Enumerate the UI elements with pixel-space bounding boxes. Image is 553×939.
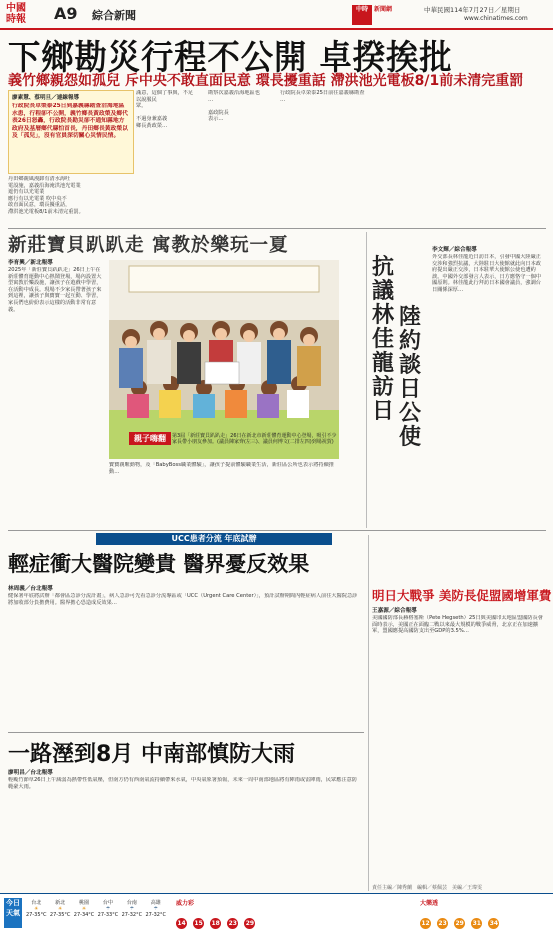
divider: [8, 530, 546, 531]
feature-headline: 新莊寶貝趴趴走 寓教於樂玩一夏: [8, 235, 289, 256]
side-byline: 李文輝／綜合報導: [432, 247, 477, 253]
lead-headline: 下鄉勘災行程不公開 卓揆挨批: [8, 38, 453, 78]
ucc-banner: UCC患者分流 年底試辦: [96, 533, 332, 545]
lead-body-col-1: 丹田鄉親風漫卸有清水海吐 電設施，嘉義沿海淹洪池光電業 遮仍有以光電業 應行有以光電業 吹中央不 敢直面民意，環長擾重話， 滯洪池光電板8/1前未清完重罰。: [8, 176, 84, 215]
chinatimes-net-logo: 中時: [352, 5, 372, 25]
lead-subhead: 義竹鄉親怨如孤兒 斥中央不敢直面民意 環長擾重話 滯洪池光電板8/1前未清完重罰: [8, 73, 524, 89]
family-event-photo: [109, 260, 339, 459]
ucc-body: 健保署年底將試辦「都會區急診分流計畫」，病人急診可先看急診分流專區或「UCC（Urgent Care Center）」，預計試辦期間內輕症病人前往大醫院急診將加收部分負擔費用。醫界擔心恐造成反效果…: [8, 593, 358, 606]
page-number: A9: [54, 4, 78, 23]
lead-body-col-2: 滿意，這個了事與，不足 以說服民 眾。 不過身兼嘉義 鄉長黃政榮…: [136, 90, 194, 129]
lead-body-col-3: 勘察次嘉義沿海地區也 … 嘉政院長 表示…: [208, 90, 260, 123]
lotto-name: 威力彩: [176, 900, 195, 907]
lotto-ball: 31: [472, 920, 481, 927]
weather-city: 台南 ☂ 27-32°C: [121, 900, 143, 918]
lotto-ball: 29: [455, 920, 464, 927]
column-divider: [368, 535, 369, 891]
feature-body-left: 2025年「新莊寶貝趴趴走」26日上午在新莊體育運動中心熱鬧登場，場內設置大型寓教於樂設施，讓孩子在遊戲中學習，在活動中成長。現場不少家長帶著孩子來到這裡，讓孩子與寶寶一起互動、學習，家長們也紛紛表示這樣的活動非常有意義。: [8, 267, 102, 313]
rain-icon: ☂: [153, 906, 158, 912]
lead-body-col-4: 行政院長卓榮泰25日前往嘉義縣勘查 …: [280, 90, 365, 103]
lotto-ball: 12: [421, 920, 430, 927]
side-headline-line-1: 抗議林佳龍訪日: [371, 255, 394, 424]
defense-headline: 明日大戰爭 美防長促盟國增軍費: [372, 588, 552, 603]
lotto-ball: 14: [177, 920, 186, 927]
defense-body: 美國國防部長赫格塞斯（Pete Hegseth）25日與美國印太地區盟國防長會面時表示，美國正在面臨二戰以來最大規模的戰爭威脅，北京正在加速擴軍，盟國應提高國防支出至GDP的3.5%…: [372, 615, 543, 635]
lead-summary-box: [8, 90, 134, 174]
masthead: [0, 0, 553, 30]
lead-byline: 廖素慧、蔡明旦／連線報導: [12, 95, 80, 101]
ucc-headline: 輕症衝大醫院變貴 醫界憂反效果: [8, 552, 310, 576]
lotto-balls: [420, 910, 548, 929]
photo-tag: 親子嗨翻: [129, 432, 171, 445]
weather-city: 桃園 ☀ 27-34°C: [73, 900, 95, 918]
weather-city: 台中 ☂ 27-33°C: [97, 900, 119, 918]
defense-byline: 王嘉源／綜合報導: [372, 608, 417, 614]
weather-city: 高雄 ☂ 27-32°C: [145, 900, 166, 918]
sun-icon: ☀: [57, 906, 63, 912]
lead-summary: 行政院長卓榮泰25日到嘉義縣勘查洽海地區水患，行程卻不公開，義竹鄉長黃政榮及鄉代表26日怒轟，行政院長勘災卻不通知縣地方政府及基層鄉代縣怕首長，丹田鄉長黃政榮以及「孤兒」，沒有官員深切關心災情民情。: [12, 103, 128, 140]
lotto-ball: 34: [489, 920, 499, 927]
rain-body: 輕颱竹節草26日上午減弱為熱帶性低氣壓，但南方仍有西南氣流持續帶來水氣，中央氣象署預報，未來一周中南部地區將有陣雨或雷陣雨，民眾應注意防範豪大雨。: [8, 777, 357, 790]
column-divider: [366, 232, 367, 528]
chinatimes-net-logo-sub: 新聞網: [374, 6, 393, 13]
divider: [8, 732, 364, 733]
weather-city: 新北 ☀ 27-35°C: [49, 900, 71, 918]
editor-credits: 責任主編／陳秀蘭 編輯／蔡佩芸 美編／王瑋雯: [372, 885, 483, 891]
weather-city: 台北 ☀ 27-35°C: [26, 900, 47, 918]
divider: [8, 228, 546, 229]
lotto-ball: 29: [245, 920, 255, 927]
ucc-byline: 林周義／台北報導: [8, 586, 53, 592]
weather-list: [26, 900, 166, 930]
rain-icon: ☂: [129, 906, 135, 912]
lotto-box-1: [176, 898, 346, 932]
rain-headline: 一路溼到8月 中南部慎防大雨: [8, 742, 295, 767]
sun-icon: ☀: [81, 906, 87, 912]
website-link[interactable]: www.chinatimes.com: [464, 15, 528, 22]
lotto-ball: 15: [194, 920, 203, 927]
lotto-ball: 18: [211, 920, 220, 927]
lotto-box-2: [420, 898, 548, 932]
family-event-photo-illustration: [109, 260, 339, 459]
lotto-ball: 23: [438, 920, 447, 927]
side-body: 外交部長林佳龍近日訪日本，引發中國大陸嚴正交涉和強烈抗議，大陸駐日大使館就此向日本政府提出嚴正交涉，日本駐華大使館公使也遭約談。中國外交部發言人表示，日方應恪守一個中國原則。林佳龍此行拜訪日本國會議員，強調台日關係深厚…: [432, 254, 541, 293]
side-headline-line-2: 陸約談日公使: [398, 305, 421, 450]
section-name: 綜合新聞: [92, 9, 136, 22]
rain-icon: ☂: [105, 906, 111, 912]
newspaper-logo: 中國時報: [6, 3, 26, 25]
photo-caption: 第3屆「新莊寶貝趴趴走」26日在新北市新莊體育運動中心登場，吸引不少家長帶小朋友參加。(議員陳家齊(左三)、議員何博文(二排左四)到場祝賀): [172, 433, 337, 446]
dateline: 中華民國114年7月27日／星期日: [424, 6, 521, 14]
feature-body-right: 寶寶親暱動物，及「BabyBoss職業體驗」，讓孩子提前體驗職業生活，新莊區公所也表示將持續推動…: [109, 462, 334, 475]
lotto-ball: 23: [228, 920, 237, 927]
lotto-name: 大樂透: [420, 900, 439, 907]
sun-icon: ☀: [34, 906, 39, 912]
feature-byline: 李育興／新北報導: [8, 260, 53, 266]
weather-title: 今日天氣: [4, 898, 22, 928]
rain-byline: 廖明昌／台北報導: [8, 770, 53, 776]
lotto-balls: [176, 910, 346, 929]
